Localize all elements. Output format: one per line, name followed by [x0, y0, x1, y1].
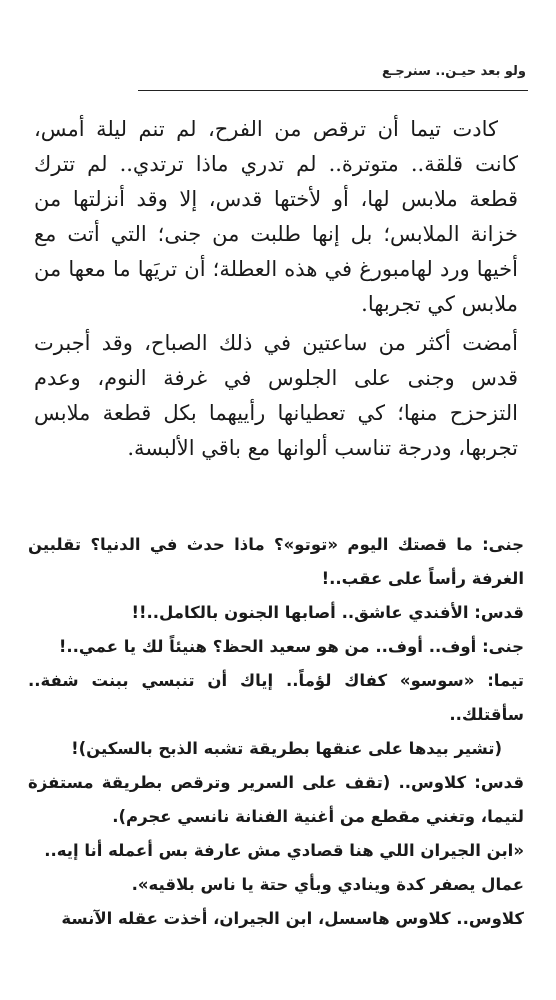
header-rule: [138, 90, 528, 91]
narrative-paragraph: كادت تيما أن ترقص من الفرح، لم تنم ليلة أمس، كانت قلقة.. متوترة.. لم تدري ماذا ترتدي.. لم تترك قطعة ملابس لها، أو لأختها قدس، إلا وقد أنزلتها من خزانة الملابس؛ بل إنها طلبت من جنى؛ التي أتت مع أخيها ورد لهامبورغ في هذه العطلة؛ أن تريَها ما معها من ملابس كي تجربها.: [34, 117, 518, 316]
dialogue-line: قدس: الأفندي عاشق.. أصابها الجنون بالكامل..!!: [131, 603, 524, 622]
dialogue-line: كلاوس.. كلاوس هاسسل، ابن الجيران، أخذت عقله الآنسة: [61, 909, 524, 928]
stage-direction: (تشير بيدها على عنقها بطريقة تشبه الذبح بالسكين)!: [71, 739, 502, 758]
dialogue-line: قدس: كلاوس.. (تقف على السرير وترقص بطريقة مستفزة لتيما، وتغني مقطع من أغنية الفنانة نانسي عجرم).: [28, 773, 524, 826]
running-header: ولو بعد حيـن.. سنرجـع: [382, 64, 526, 79]
dialogue-section: [28, 528, 524, 936]
dialogue-line: تيما: «سوسو» كفاك لؤماً.. إياك أن تنبسي ببنت شفة.. سأقتلك..: [28, 671, 524, 724]
song-lyric: عمال يصفر كدة وينادي وبأي حتة يا ناس بلاقيه».: [131, 875, 524, 894]
dialogue-line: جنى: ما قصتك اليوم «توتو»؟ ماذا حدث في الدنيا؟ تقلبين الغرفة رأساً على عقب..!: [28, 535, 524, 588]
narrative-text: [34, 112, 518, 470]
narrative-paragraph: أمضت أكثر من ساعتين في ذلك الصباح، وقد أجبرت قدس وجنى على الجلوس في غرفة النوم، وعدم التزحزح منها؛ كي تعطيانها رأييهما بكل قطعة ملابس تجربها، ودرجة تناسب ألوانها مع باقي الألبسة.: [34, 331, 518, 460]
song-lyric: «ابن الجيران اللي هنا قصادي مش عارفة بس أعمله أنا إيه..: [44, 841, 524, 860]
dialogue-line: جنى: أوف.. أوف.. من هو سعيد الحظ؟ هنيئاً لك يا عمي..!: [58, 637, 524, 656]
